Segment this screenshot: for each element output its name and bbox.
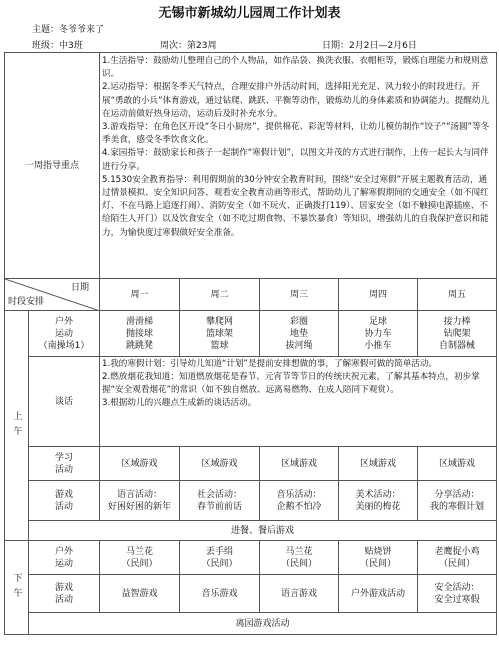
afternoon-outdoor-cell: 马兰花 （民间） [100, 541, 180, 575]
day-header: 周四 [339, 279, 418, 311]
page-title: 无锡市新城幼儿园周工作计划表 [158, 6, 341, 21]
day-header: 周一 [100, 279, 180, 311]
afternoon-outdoor-cell: 贴烧饼 （民间） [339, 541, 418, 575]
study-activity-cell: 区域游戏 [339, 447, 418, 481]
afternoon-game-cell: 益智游戏 [100, 575, 180, 613]
study-activity-cell: 区域游戏 [418, 447, 497, 481]
focus-item: 2.运动指导：根据冬季天气特点，合理安排户外活动时间，选择阳光充足、风力较小的时段进行。开展“勇敢的小兵”体育游戏，通过钻爬、跳跃、平衡等动作，锻炼幼儿的身体素质和协调能力。提醒幼儿在运动前做好热身运动，运动后及时补充水分。 [102, 82, 490, 119]
talk-label: 谈话 [29, 357, 100, 447]
morning-outdoor-label: 户外 运动 （南操场1） [29, 311, 100, 357]
focus-content [100, 53, 497, 279]
talk-item: 3.根据幼儿的兴趣点生成新的谈话活动。 [102, 398, 257, 408]
morning-label-cell [5, 311, 29, 541]
morning-label: 上午 [11, 410, 22, 441]
game-label: 游戏 活动 [29, 481, 100, 521]
afternoon-game-cell: 户外游戏活动 [339, 575, 418, 613]
game-activity-cell: 语言活动： 好困好困的新年 [100, 481, 180, 521]
outdoor-activity-cell: 攀爬网 篮球架 篮球 [180, 311, 260, 357]
header-row [5, 279, 497, 311]
talk-content [100, 357, 497, 447]
focus-item: 3.游戏指导：在角色区开设“冬日小厨房”，提供棉花、彩泥等材料，让幼儿模仿制作“饺子”“汤圆”等冬季美食，感受冬季饮食文化。 [102, 122, 490, 146]
meal-cell: 进餐、餐后游戏 [29, 521, 497, 541]
morning-talk-row [5, 357, 497, 447]
afternoon-game-cell: 语言游戏 [260, 575, 339, 613]
game-activity-cell: 美术活动： 美丽的梅花 [339, 481, 418, 521]
afternoon-label-cell [5, 541, 29, 635]
leave-row [5, 613, 497, 635]
afternoon-outdoor-label: 户外 运动 [29, 541, 100, 575]
header-time-label: 时段安排 [8, 297, 45, 307]
day-header: 周二 [180, 279, 260, 311]
theme-label: 主题：冬爷爷来了 [32, 25, 105, 35]
afternoon-outdoor-cell: 丢手绢 （民间） [180, 541, 260, 575]
afternoon-game-row [5, 575, 497, 613]
outdoor-activity-cell: 接力棒 钻爬架 自制器械 [418, 311, 497, 357]
study-activity-cell: 区域游戏 [180, 447, 260, 481]
morning-study-row [5, 447, 497, 481]
week-label: 周次：第23周 [160, 41, 217, 51]
afternoon-label: 下午 [11, 572, 22, 603]
outdoor-activity-cell: 彩圈 地垫 拔河绳 [260, 311, 339, 357]
afternoon-game-cell: 安全活动： 安全过寒假 [418, 575, 497, 613]
focus-row [5, 53, 497, 279]
afternoon-outdoor-row [5, 541, 497, 575]
header-diagonal-cell [5, 279, 100, 311]
header-date-label: 日期 [70, 283, 89, 293]
meal-row [5, 521, 497, 541]
outdoor-activity-cell: 滑滑梯 抛接球 跳跳凳 [100, 311, 180, 357]
afternoon-outdoor-cell: 老鹰捉小鸡 （民间） [418, 541, 497, 575]
focus-item: 4.家园指导：鼓励家长和孩子一起制作“寒假计划”，以图文并茂的方式进行制作，上传一起长大与同伴进行分享。 [102, 148, 489, 172]
game-activity-cell: 音乐活动： 企鹅不怕冷 [260, 481, 339, 521]
morning-game-row [5, 481, 497, 521]
focus-label: 一周指导重点 [5, 53, 100, 279]
outdoor-activity-cell: 足球 协力车 小推车 [339, 311, 418, 357]
day-header: 周五 [418, 279, 497, 311]
leave-cell: 离园游戏活动 [29, 613, 497, 635]
focus-item: 5.1530安全教育指导：利用假期前的30分钟安全教育时间，围绕“安全过寒假”开展主题教育活动，通过情景模拟、安全知识问答、观看安全教育动画等形式，帮助幼儿了解寒假期间的交通安全（如不闯红灯、不在马路上追逐打闹）、消防安全（如不玩火、正确拨打119）、居家安全（如不触摸电源插座、不给陌生人开门）以及饮食安全（如不吃过期食物、不暴饮暴食）等知识，增强幼儿的自我保护意识和能力，为愉快度过寒假做好安全准备。 [102, 174, 489, 238]
day-header: 周三 [260, 279, 339, 311]
game-activity-cell: 分享活动： 我的寒假计划 [418, 481, 497, 521]
study-activity-cell: 区域游戏 [260, 447, 339, 481]
study-label: 学习 活动 [29, 447, 100, 481]
afternoon-game-label: 游戏 活动 [29, 575, 100, 613]
afternoon-game-cell: 音乐游戏 [180, 575, 260, 613]
afternoon-outdoor-cell: 马兰花 （民间） [260, 541, 339, 575]
focus-item: 1.生活指导：鼓励幼儿整理自己的个人物品，如作品袋、换洗衣服、衣帽柜等，锻炼自理能力和规则意识。 [102, 56, 489, 80]
talk-item: 2.燃放烟花我知道：知道燃放烟花是春节、元宵节等节日的传统庆祝元素，了解其基本特点，初步掌握“安全观看烟花”的常识（如不独自燃放、远离易燃物、在成人陪同下观赏）。 [102, 372, 480, 395]
morning-outdoor-row [5, 311, 497, 357]
game-activity-cell: 社会活动： 春节前前话 [180, 481, 260, 521]
talk-item: 1.我的寒假计划：引导幼儿知道“计划”是提前安排想做的事，了解寒假可做的简单活动。 [102, 359, 438, 369]
class-label: 班级：中3班 [32, 41, 83, 51]
study-activity-cell: 区域游戏 [100, 447, 180, 481]
weekly-plan-table [4, 52, 497, 635]
date-range-label: 日期：2月2日—2月6日 [322, 41, 417, 51]
